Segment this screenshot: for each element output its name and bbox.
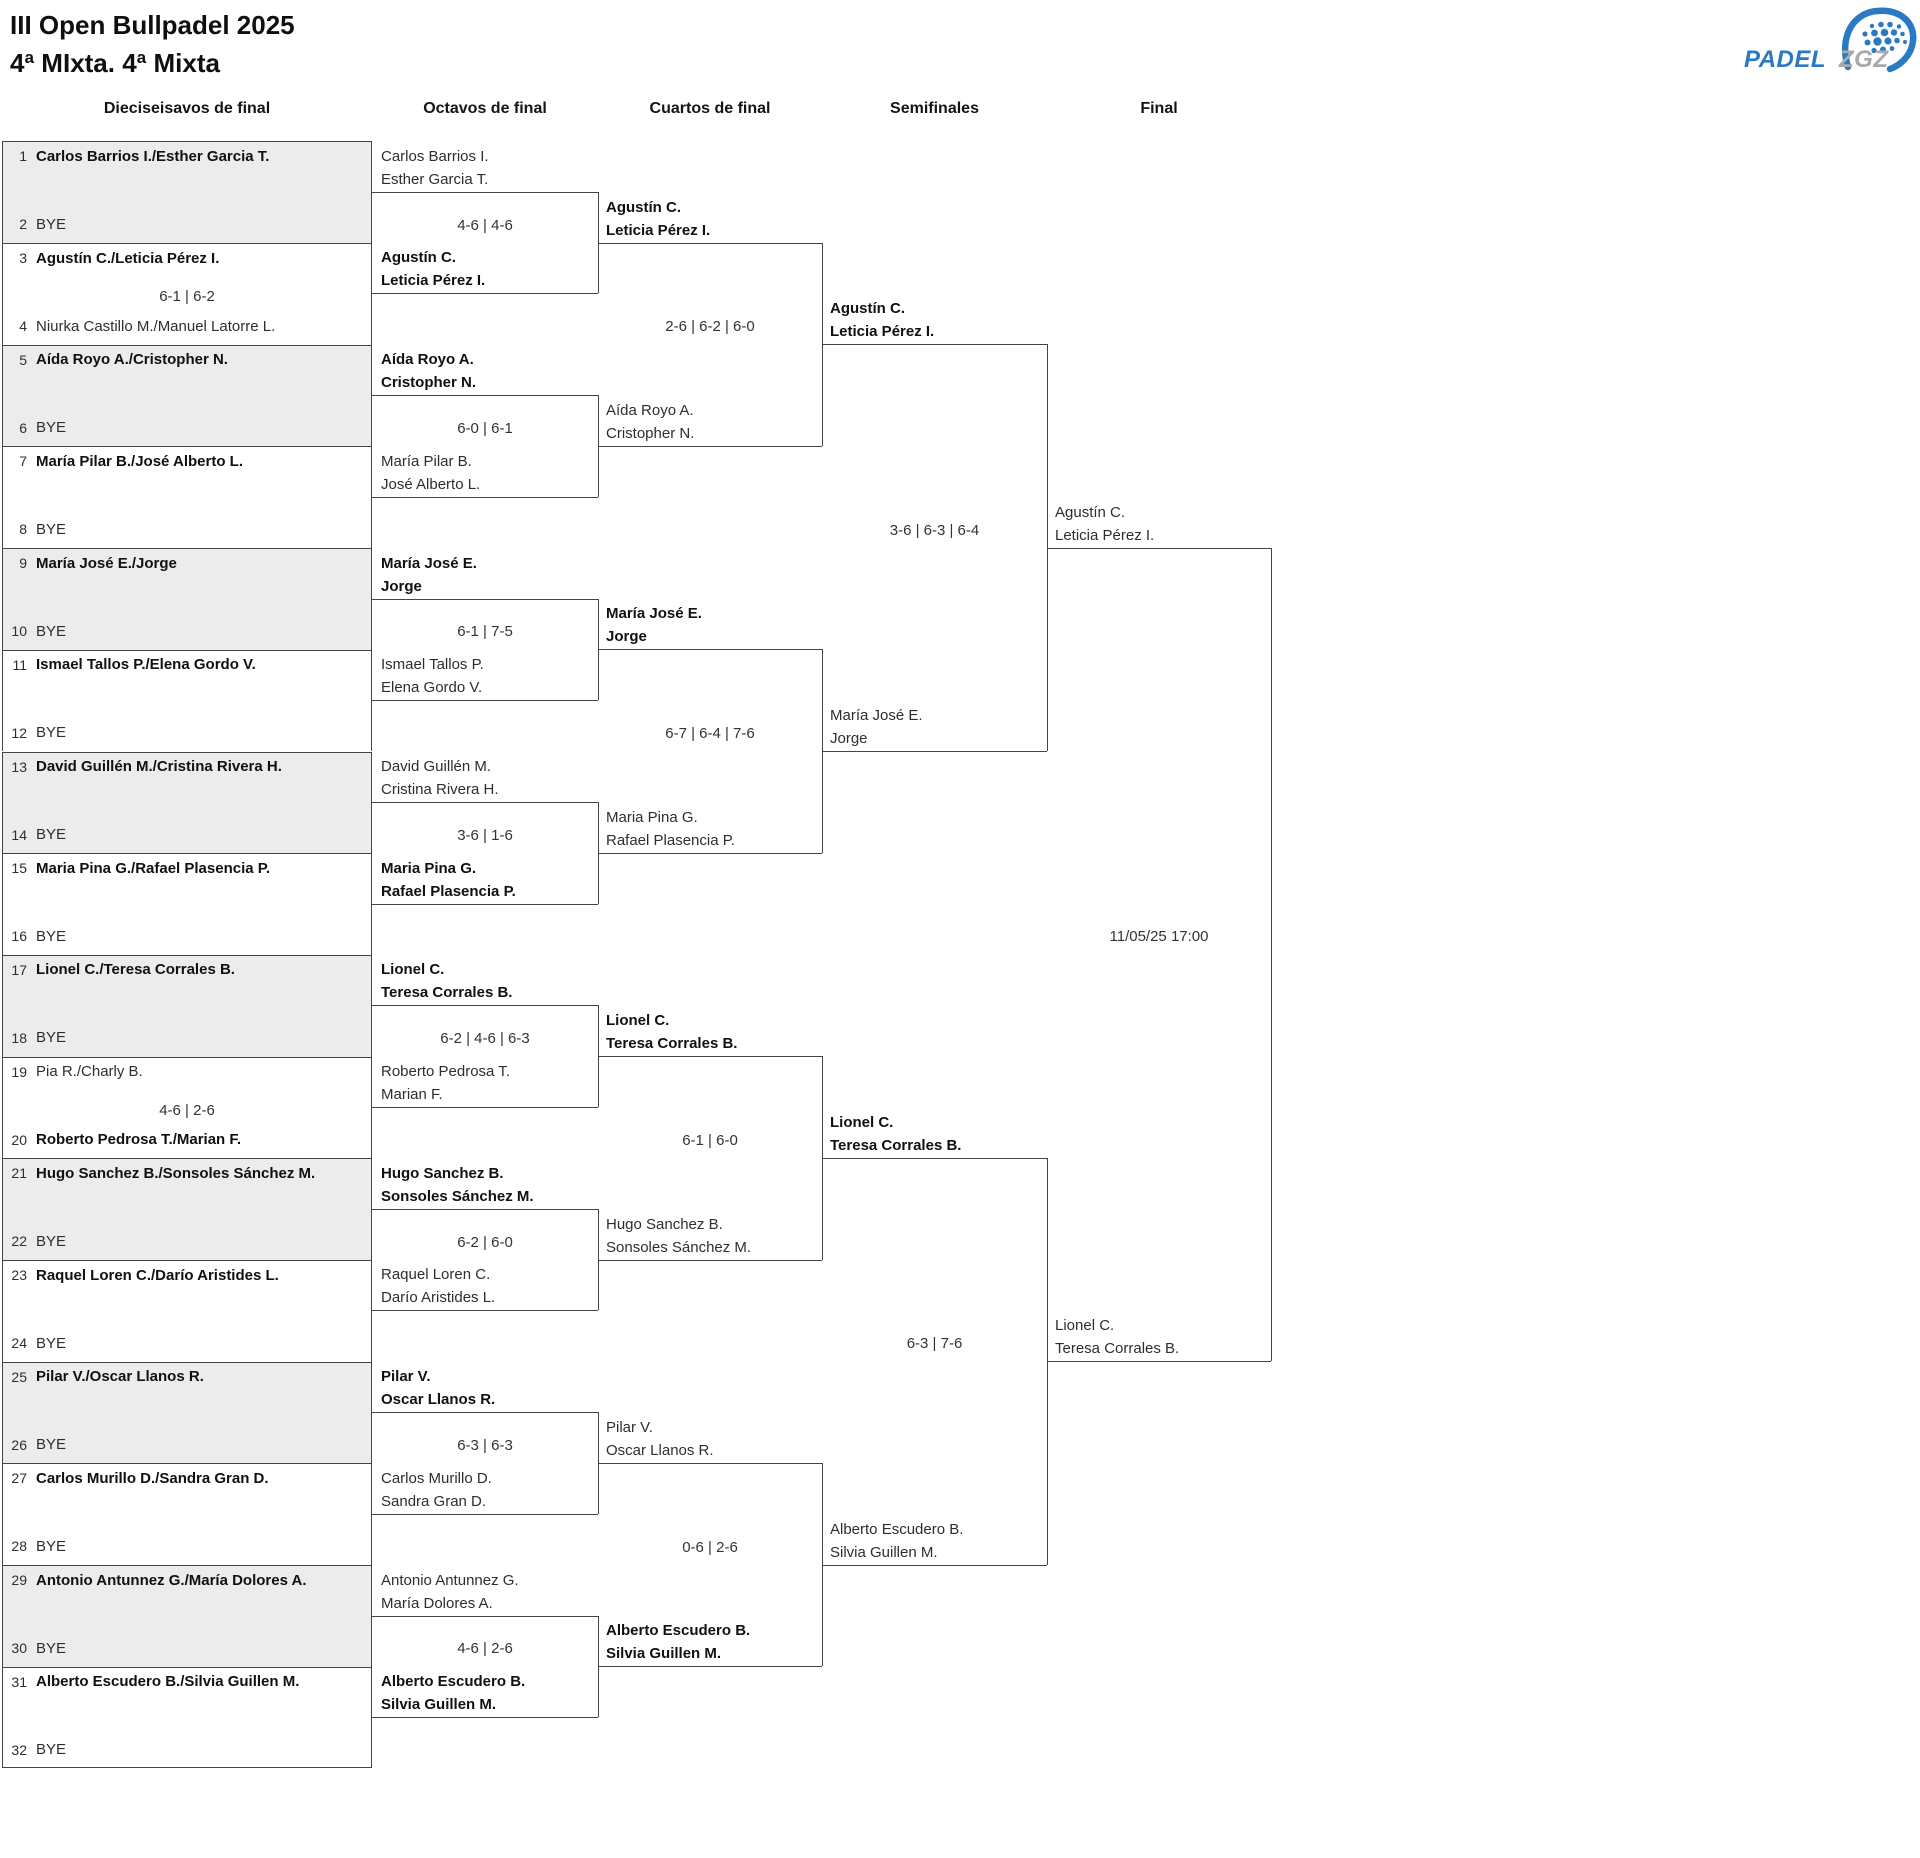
bracket-line-horizontal [822,1565,1047,1566]
cuartos-score: 0-6 | 2-6 [682,1538,738,1556]
round-header: Semifinales [890,100,979,117]
team-line: Leticia Pérez I. [830,323,935,341]
team-line: María José E. [381,554,477,572]
team-line: Cristopher N. [606,424,695,442]
team-name: Pilar V./Oscar Llanos R. [36,1368,204,1386]
team-line: Elena Gordo V. [381,679,483,697]
team-line: Cristopher N. [381,374,477,392]
bye-label: BYE [36,215,67,233]
team-label [606,1009,737,1055]
seed-number: 32 [11,1741,27,1758]
seed-number: 6 [19,419,27,436]
bracket-slot [3,858,371,878]
bracket-slot [3,316,371,336]
bracket-line-horizontal [372,904,598,905]
team-name: Raquel Loren C./Darío Aristides L. [36,1266,279,1284]
team-label [381,1060,510,1106]
team-name: Roberto Pedrosa T./Marian F. [36,1131,242,1149]
tournament-name: III Open Bullpadel 2025 [10,10,295,40]
bracket-pair [2,345,372,447]
team-line: Aída Royo A. [606,401,694,419]
team-line: José Alberto L. [381,475,481,493]
bye-label: BYE [36,1232,67,1250]
team-label [381,246,485,292]
bracket-pair [2,548,372,650]
team-line: Silvia Guillen M. [381,1696,497,1714]
bracket-pair [2,1158,372,1260]
team-name: Alberto Escudero B./Silvia Guillen M. [36,1673,300,1691]
bracket-line-horizontal [598,446,822,447]
team-name: David Guillén M./Cristina Rivera H. [36,758,282,775]
category-name: 4ª MIxta. 4ª Mixta [10,48,220,78]
team-line: Alberto Escudero B. [830,1520,964,1538]
team-line: Lionel C. [381,961,445,979]
team-line: Roberto Pedrosa T. [381,1063,510,1080]
team-line: Sonsoles Sánchez M. [606,1238,752,1256]
team-label [381,653,484,699]
bracket-line-horizontal [598,1463,822,1464]
seed-number: 17 [11,961,27,978]
seed-number: 2 [19,216,27,233]
round-header: Dieciseisavos de final [103,100,271,117]
team-name: Antonio Antunnez G./María Dolores A. [36,1571,307,1589]
team-label [381,1670,525,1716]
team-line: Leticia Pérez I. [1055,526,1155,544]
team-label [606,1619,750,1665]
seed-number: 29 [11,1572,27,1589]
team-line: Jorge [381,577,422,595]
bracket-slot [3,1333,371,1353]
bracket-pair [2,853,372,955]
team-label [381,348,476,394]
bracket-line-horizontal [372,395,598,396]
team-line: Teresa Corrales B. [606,1035,738,1053]
team-line: Carlos Murillo D. [381,1469,492,1487]
bracket-pair [2,243,372,345]
round-header: Final [1140,100,1178,117]
bracket-line-horizontal [822,751,1047,752]
bracket-slot [3,553,371,573]
team-line: Sonsoles Sánchez M. [381,1187,534,1205]
seed-number: 27 [11,1470,27,1487]
seed-number: 11 [12,656,27,673]
seed-number: 3 [19,250,27,266]
bracket-slot [3,1367,371,1387]
bracket-slot [3,960,371,980]
seed-number: 16 [11,928,27,945]
seed-number: 25 [11,1368,27,1385]
seed-number: 5 [19,351,27,368]
team-line: Esther Garcia T. [381,170,489,188]
team-line: Maria Pina G. [606,808,698,826]
team-label [381,755,499,801]
team-line: Leticia Pérez I. [606,221,711,239]
bye-label: BYE [36,927,67,945]
cuartos-score: 2-6 | 6-2 | 6-0 [665,318,755,336]
team-line: Ismael Tallos P. [381,656,484,674]
bracket-line-horizontal [372,1616,598,1617]
final-schedule: 11/05/25 17:00 [1109,928,1209,946]
team-line: Lionel C. [606,1012,670,1030]
bracket-pair [2,1463,372,1565]
team-name: Aída Royo A./Cristopher N. [36,351,228,369]
bracket-line-horizontal [1047,1361,1271,1362]
team-line: Darío Aristides L. [381,1289,496,1307]
bye-label: BYE [36,826,67,843]
seed-number: 12 [11,724,27,741]
seed-number: 26 [11,1436,27,1453]
finalist-label [1055,1314,1179,1360]
bracket-slot [3,1638,371,1658]
seed-number: 9 [19,555,27,572]
octavos-score: 6-3 | 6-3 [457,1436,513,1454]
seed-number: 20 [11,1131,27,1148]
bye-label: BYE [36,622,67,640]
team-line: Sandra Gran D. [381,1492,487,1510]
team-line: Hugo Sanchez B. [381,1164,504,1182]
bracket-slot [3,1028,371,1048]
bracket-slot [3,1536,371,1556]
bye-label: BYE [36,1537,67,1555]
bracket-slot [3,1570,371,1590]
team-label [830,1518,963,1564]
team-name: Hugo Sanchez B./Sonsoles Sánchez M. [36,1164,316,1182]
bracket-slot [3,1163,371,1183]
team-line: Teresa Corrales B. [381,984,513,1002]
team-line: Rafael Plasencia P. [606,831,735,849]
bracket-slot [3,757,371,777]
bracket-line-horizontal [598,243,822,244]
octavos-score: 6-1 | 7-5 [457,623,513,641]
team-line: Rafael Plasencia P. [381,882,516,900]
team-label [606,196,710,242]
seed-number: 18 [11,1029,27,1046]
bracket-line-horizontal [1047,548,1271,549]
bracket-line-horizontal [372,497,598,498]
bracket-line-horizontal [372,1717,598,1718]
bracket-line-horizontal [372,1514,598,1515]
team-line: Agustín C. [381,249,456,267]
team-line: Silvia Guillen M. [606,1645,722,1663]
team-line: Teresa Corrales B. [830,1136,962,1154]
bracket-slot [3,214,371,234]
bracket-slot [3,1468,371,1488]
team-line: Carlos Barrios I. [381,147,489,165]
bracket-pair [2,446,372,548]
seed-number: 10 [11,623,27,640]
bye-label: BYE [36,1741,67,1759]
seed-number: 8 [19,521,27,538]
team-line: Raquel Loren C. [381,1266,491,1284]
team-name: Maria Pina G./Rafael Plasencia P. [36,859,271,877]
team-line: Alberto Escudero B. [381,1673,526,1691]
team-name: Niurka Castillo M./Manuel Latorre L. [36,317,276,335]
bracket-slot [3,621,371,641]
team-line: María José E. [606,605,702,623]
bracket-line-horizontal [598,1666,822,1667]
team-line: David Guillén M. [381,757,492,775]
team-name: Carlos Murillo D./Sandra Gran D. [36,1469,269,1487]
bracket-line-horizontal [372,599,598,600]
team-name: María José E./Jorge [36,554,177,572]
seed-number: 4 [19,318,27,334]
team-label [381,1162,534,1208]
seed-number: 13 [11,758,27,775]
team-line: Marian F. [381,1086,443,1103]
bracket-slot [3,723,371,743]
bracket-pair [2,1667,372,1769]
team-line: Silvia Guillen M. [830,1543,938,1561]
team-line: Hugo Sanchez B. [606,1215,723,1233]
seed-number: 28 [11,1538,27,1555]
seed-number: 22 [11,1233,27,1250]
bracket-pair [2,141,372,243]
octavos-score: 4-6 | 4-6 [457,216,513,234]
team-line: María Pilar B. [381,452,472,470]
round-header: Octavos de final [423,100,547,117]
team-label [381,552,477,598]
team-name: Ismael Tallos P./Elena Gordo V. [36,656,256,674]
bracket-slot [3,825,371,845]
team-label [606,1416,714,1462]
team-line: Jorge [606,628,647,646]
bracket-line-horizontal [598,853,822,854]
bracket-line-horizontal [822,344,1047,345]
cuartos-score: 6-1 | 6-0 [682,1131,738,1149]
seed-number: 24 [11,1335,27,1351]
team-line: Agustín C. [830,300,905,318]
bracket-slot [3,1062,371,1082]
team-line: Cristina Rivera H. [381,780,499,798]
r32-match-score: 4-6 | 2-6 [159,1101,215,1119]
team-label [606,399,694,445]
team-label [830,297,934,343]
team-label [381,1263,495,1309]
octavos-score: 3-6 | 1-6 [457,826,513,844]
team-name: Carlos Barrios I./Esther Garcia T. [36,147,270,165]
bracket-pair [2,1057,372,1159]
team-line: Maria Pina G. [381,859,477,877]
team-line: Lionel C. [1055,1317,1115,1335]
team-label [381,1467,492,1513]
team-label [830,704,923,750]
bye-label: BYE [36,1436,67,1454]
r32-match-score: 6-1 | 6-2 [159,288,215,305]
bracket-slot [3,1130,371,1150]
octavos-score: 4-6 | 2-6 [457,1640,513,1658]
bracket-pair [2,1260,372,1362]
bracket-slot [3,519,371,539]
bracket-slot [3,1265,371,1285]
bracket-pair [2,650,372,752]
padelzgz-logo[interactable] [1744,4,1919,76]
bracket-pair [2,1565,372,1667]
bracket-pair [2,955,372,1057]
team-line: Jorge [830,730,868,748]
bracket-line-horizontal [372,1107,598,1108]
bye-label: BYE [36,1334,67,1352]
seed-number: 1 [19,148,27,165]
bye-label: BYE [36,419,67,437]
bracket-line-horizontal [598,1260,822,1261]
seed-number: 21 [11,1165,27,1182]
bracket-line-horizontal [372,192,598,193]
bracket-slot [3,926,371,946]
seed-number: 15 [11,860,27,877]
team-name: Lionel C./Teresa Corrales B. [36,961,235,979]
team-name: Pia R./Charly B. [36,1063,143,1081]
bracket-slot [3,1672,371,1692]
seed-number: 30 [11,1640,27,1657]
team-line: Antonio Antunnez G. [381,1571,519,1589]
team-label [606,806,735,852]
bracket-line-horizontal [372,1005,598,1006]
bracket-line-horizontal [598,649,822,650]
team-label [606,602,702,648]
team-label [381,958,512,1004]
bye-label: BYE [36,724,67,742]
logo-text-zgz: ZGZ [1839,46,1889,73]
seed-number: 7 [19,453,27,470]
octavos-score: 6-2 | 4-6 | 6-3 [440,1030,530,1048]
finalist-label [1055,501,1154,547]
team-line: Pilar V. [606,1418,653,1436]
team-line: Oscar Llanos R. [381,1391,496,1409]
bracket-slot [3,1740,371,1760]
team-line: Alberto Escudero B. [606,1622,751,1640]
seed-number: 14 [11,826,27,843]
octavos-score: 6-0 | 6-1 [457,419,513,437]
bracket-slot [3,146,371,166]
semifinal-score: 3-6 | 6-3 | 6-4 [889,521,980,539]
team-label [381,1365,495,1411]
bye-label: BYE [36,1029,67,1047]
team-line: Oscar Llanos R. [606,1441,714,1459]
bracket-line-horizontal [372,293,598,294]
bye-label: BYE [36,1639,67,1657]
bracket-slot [3,248,371,268]
bracket-line-horizontal [372,1209,598,1210]
seed-number: 23 [11,1267,27,1283]
team-label [830,1111,961,1157]
logo-text-padel: PADEL [1744,46,1827,73]
team-label [381,1569,519,1615]
bracket-pair [2,1362,372,1464]
bracket-line-horizontal [372,1412,598,1413]
team-line: María Dolores A. [381,1594,493,1612]
team-label [381,450,480,496]
seed-number: 31 [11,1673,27,1690]
bracket-line-horizontal [372,1310,598,1311]
bracket-line-horizontal [372,700,598,701]
round-header: Cuartos de final [649,100,771,117]
bracket-line-horizontal [822,1158,1047,1159]
bracket-slot [3,451,371,471]
octavos-score: 6-2 | 6-0 [457,1233,513,1251]
cuartos-score: 6-7 | 6-4 | 7-6 [665,725,755,743]
seed-number: 19 [11,1063,27,1080]
bracket-slot [3,1435,371,1455]
team-label [606,1213,751,1259]
team-line: Agustín C. [606,198,681,216]
team-line: Teresa Corrales B. [1055,1340,1180,1358]
team-line: Leticia Pérez I. [381,272,486,290]
bracket-slot [3,418,371,438]
team-name: Agustín C./Leticia Pérez I. [36,249,220,267]
team-line: Pilar V. [381,1368,431,1386]
team-line: Lionel C. [830,1113,894,1131]
team-line: María José E. [830,707,923,725]
team-label [381,145,489,191]
bracket-slot [3,350,371,370]
bracket-line-horizontal [598,1056,822,1057]
semifinal-score: 6-3 | 7-6 [906,1335,963,1353]
bye-label: BYE [36,520,67,538]
bracket-line-vertical [1271,548,1272,1362]
bracket-line-horizontal [372,802,598,803]
bracket-slot [3,655,371,675]
team-label [381,857,516,903]
bracket-slot [3,1231,371,1251]
team-line: Agustín C. [1055,503,1126,521]
bracket-pair [2,752,372,854]
page-title [10,6,295,82]
team-line: Aída Royo A. [381,351,474,369]
team-name: María Pilar B./José Alberto L. [36,452,244,470]
